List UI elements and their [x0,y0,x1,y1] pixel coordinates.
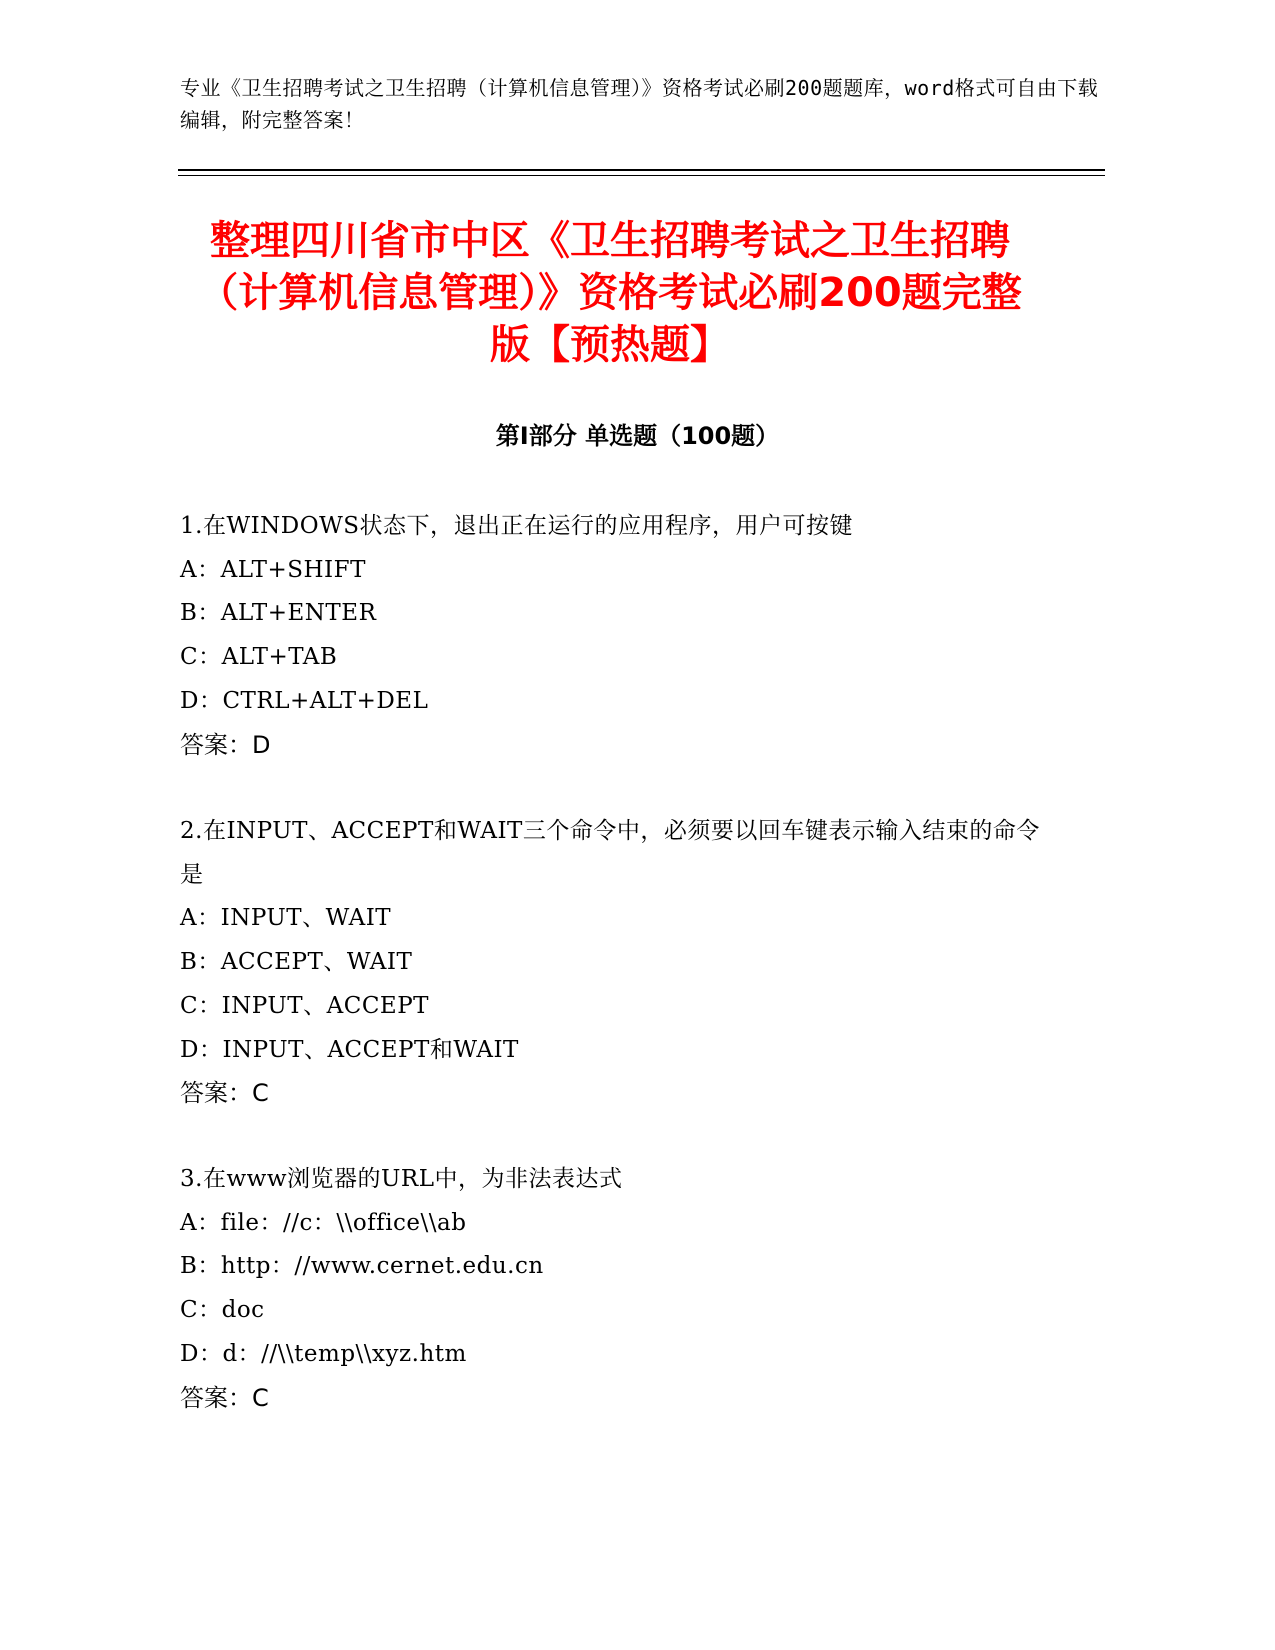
answer: 答案：C [180,1383,269,1412]
option-a: A：file：//c：\\office\\ab [180,1209,467,1236]
option-d: D：CTRL+ALT+DEL [180,687,429,714]
question-stem: 2.在INPUT、ACCEPT和WAIT三个命令中，必须要以回车键表示输入结束的命令是 [180,818,1040,888]
question-stem: 3.在www浏览器的URL中，为非法表达式 [180,1166,623,1192]
header-divider-thin [178,175,1105,176]
section-heading: 第Ⅰ部分 单选题（100题） [495,422,780,450]
question-3 [180,1158,1040,1420]
document-title: 整理四川省市中区《卫生招聘考试之卫生招聘（计算机信息管理）》资格考试必刷200题完整版【预热题】 [198,218,1022,368]
option-a: A：ALT+SHIFT [180,556,366,583]
option-c: C：INPUT、ACCEPT [180,992,430,1019]
header-divider-thick [178,169,1105,171]
option-b: B：http：//www.cernet.edu.cn [180,1253,544,1280]
option-b: B：ACCEPT、WAIT [180,949,413,976]
answer: 答案：C [180,1079,269,1108]
answer: 答案：D [180,730,271,759]
question-stem: 1.在WINDOWS状态下，退出正在运行的应用程序，用户可按键 [180,513,853,539]
question-1 [180,505,1040,767]
option-d: D：d：//\\temp\\xyz.htm [180,1340,467,1367]
question-2 [180,810,1040,1116]
option-c: C：doc [180,1297,265,1324]
header-note: 专业《卫生招聘考试之卫生招聘（计算机信息管理）》资格考试必刷200题题库，word格式可自由下载编辑，附完整答案！ [180,76,1099,132]
option-b: B：ALT+ENTER [180,600,377,627]
option-d: D：INPUT、ACCEPT和WAIT [180,1036,519,1063]
option-a: A：INPUT、WAIT [180,905,392,932]
option-c: C：ALT+TAB [180,644,338,671]
